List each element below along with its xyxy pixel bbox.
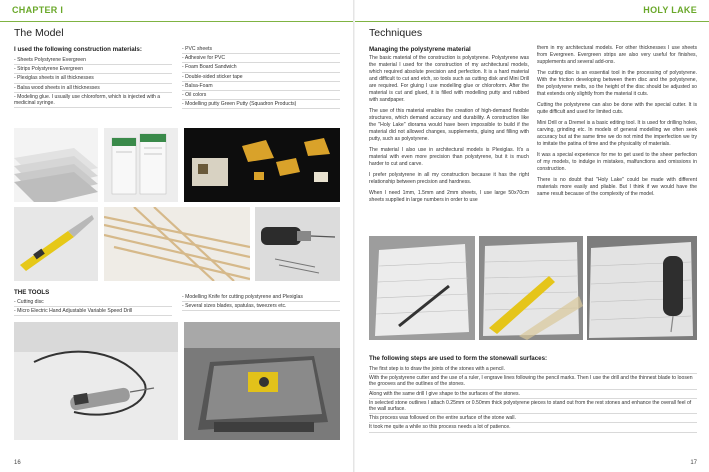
list-item: - Adhesive for PVC — [182, 54, 340, 63]
right-page — [355, 0, 709, 472]
section-label: HOLY LAKE — [643, 5, 697, 15]
list-item: - Double-sided sticker tape — [182, 73, 340, 82]
body-column-2 — [537, 45, 697, 202]
page-title: The Model — [14, 27, 64, 39]
steps-list — [369, 365, 697, 433]
list-item: - PVC sheets — [182, 45, 340, 54]
photo-cutter-knife — [14, 207, 98, 281]
list-item: - Cutting disc — [14, 298, 172, 307]
paragraph: Cutting the polystyrene can also be done with the special cutter. It is quite difficult and used for limited cuts. — [537, 102, 697, 115]
chapter-label: CHAPTER I — [12, 5, 64, 15]
paragraph: The cutting disc is an essential tool in the processing of polystyrene. With the friction developing between them disc and the polystyrene, the polystyrene melts, so the height of the disc should be adjusted so that extends only slightly from the material it cuts. — [537, 70, 697, 97]
photo-balsa-strips — [104, 207, 250, 281]
list-item: - Balsa-Foam — [182, 82, 340, 91]
tools-list-2 — [182, 293, 340, 311]
materials-heading: I used the following construction materials: — [14, 46, 142, 53]
paragraph: It was a special experience for me to get used to the sheer perfection of my models, to indulge in mistakes, malfunctions and omissions in construction. — [537, 152, 697, 172]
materials-list-2 — [182, 45, 340, 109]
left-page — [0, 0, 354, 472]
paragraph: The basic material of the construction is polystyrene. Polystyrene was the material I used for the construction of my architectural models, which required absolute precision and perfection. It is a hard material and difficult to cut and etch, so tools such as cutting disk and Mini Drill are required. For gluing I use modelling glue or chloroform. After the material is cut and glued, it is filled with modelling putty and rubbed with sandpaper. — [369, 55, 529, 103]
list-item: - Plexiglas sheets in all thicknesses — [14, 74, 172, 83]
page-title: Techniques — [369, 27, 423, 39]
list-item: The first step is to draw the joints of the stones with a pencil. — [369, 365, 697, 374]
list-item: - Sheets Polystyrene Evergreen — [14, 56, 172, 65]
paragraph: The use of this material enables the creation of high-demand flexible structures, which demand accuracy and durability. A construction like the "Holy Lake" diorama would have been impossible to build if the material did not allowed changes, supplements, gluing and filling with putty, such as polystyrene. — [369, 108, 529, 142]
steps-heading: The following steps are used to form the stonewall surfaces: — [369, 355, 548, 362]
body-column-1 — [369, 55, 529, 208]
list-item: - Balsa wood sheets in all thicknesses — [14, 84, 172, 93]
photo-cut-pieces — [184, 128, 340, 202]
section-heading: Managing the polystyrene material — [369, 46, 471, 53]
list-item: - Foam Board Sandwich — [182, 63, 340, 72]
list-item: With the polystyrene cutter and the use of a ruler, I engrave lines following the pencil marks. Then I use the drill and the thinnest blade to loosen the grooves and the outlines of the stones. — [369, 374, 697, 389]
page-number: 17 — [690, 460, 697, 466]
paragraph: There is no doubt that "Holy Lake" could be made with different materials more easily and pliable. But I think if we would have the same result because of the complexity of the model. — [537, 177, 697, 197]
photo-cutting-disc-machine — [184, 322, 340, 440]
photo-evergreen-strips — [104, 128, 178, 202]
paragraph: Mini Drill or a Dremel is a basic editing tool. It is used for drilling holes, carving, grinding etc. In models of general modelling we often seek accuracy but at the same time we do not mind the imperfection we try to imitate the patina of time and the physicality of materials. — [537, 120, 697, 147]
photo-step-drill-shaping — [587, 236, 697, 340]
list-item: - Modelling putty Green Putty (Squadron Products) — [182, 100, 340, 109]
list-item: It took me quite a while so this process needs a lot of patience. — [369, 423, 697, 432]
tools-list-1 — [14, 298, 172, 316]
list-item: - Modelling Knife for cutting polystyrene and Plexiglas — [182, 293, 340, 302]
list-item: - Modeling glue. I usually use chloroform, which is injected with a medicinal syringe. — [14, 93, 172, 108]
paragraph: I prefer polystyrene in all my construction because it has the right relationship between precision and hardness. — [369, 172, 529, 185]
photo-step-pencil-joints — [369, 236, 475, 340]
photo-drill-bits — [255, 207, 340, 281]
list-item: - Strips Polystyrene Evergreen — [14, 65, 172, 74]
list-item: - Micro Electric Hand Adjustable Variable Speed Drill — [14, 307, 172, 316]
paragraph: them in my architectural models. For other thicknesses I use sheets from Evergreen. Evergreen strips are also very useful for finishes, supplements and several add-ons. — [537, 45, 697, 65]
photo-mini-drill — [14, 322, 178, 440]
list-item: In selected stone outlines I attach 0.25mm or 0.50mm thick polystyrene pieces to stand out from the rest stones and enhance the overall feel of the wall surface. — [369, 399, 697, 414]
photo-step-engrave-lines — [479, 236, 583, 340]
materials-list-1 — [14, 56, 172, 108]
paragraph: The material I also use in architectural models is Plexiglas. It's a material with even more precision than polystyrene, but it is much harder to cut and carve. — [369, 147, 529, 167]
list-item: This process was followed on the entire surface of the stone wall. — [369, 414, 697, 423]
photo-polystyrene-sheets — [14, 128, 98, 202]
page-number: 16 — [14, 460, 21, 466]
paragraph: When I need 1mm, 1.5mm and 2mm sheets, I use large 50x70cm sheets supplied in large numbers in order to use — [369, 190, 529, 203]
tools-heading: THE TOOLS — [14, 289, 50, 296]
list-item: - Oil colors — [182, 91, 340, 100]
list-item: - Several sizes blades, spatulas, tweezers etc. — [182, 302, 340, 311]
list-item: Along with the same drill I give shape to the surfaces of the stones. — [369, 390, 697, 399]
